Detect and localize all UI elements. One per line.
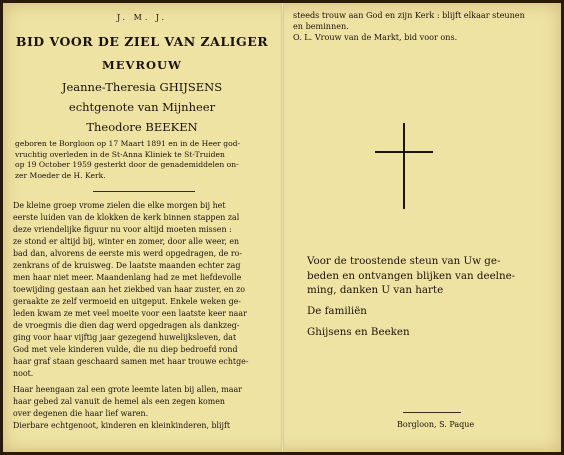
bio-line: geboren te Borgloon op 17 Maart 1891 en in de Heer god-: [15, 139, 241, 148]
body-line: zenkrans of de kruisweg. De laatste maanden echter zag: [13, 261, 241, 270]
thanks-line: Voor de troostende steun van Uw ge-: [307, 255, 501, 267]
spouse-line: echtgenote van Mijnheer: [68, 100, 216, 114]
memorial-card: [3, 3, 561, 452]
body-line: haar gebed zal vanuit de hemel als een zegen komen: [13, 397, 225, 406]
cross-icon-bar: [375, 151, 433, 153]
husband-name: Theodore BEEKEN: [86, 120, 198, 134]
body-line: de vroegmis die dien dag werd opgedragen als dankzeg-: [13, 321, 240, 330]
jmj-header: J. M. J.: [116, 13, 168, 22]
body-line: ging voor haar vijftig jaar gezegend huwelijksleven, dat: [13, 333, 237, 342]
printer-credit: Borgloon, S. Paque: [397, 420, 475, 429]
body-line: De kleine groep vrome zielen die elke morgen bij het: [13, 201, 226, 210]
body-line: toewijding gestaan aan het ziekbed van haar zuster, en zo: [13, 285, 246, 294]
body-line: ze stond er altijd bij, winter en zomer, door alle weer, en: [13, 237, 240, 246]
body-line: geraakte ze zelf vermoeid en uitgeput. Enkele weken ge-: [13, 297, 241, 306]
bio-line: vruchtig overleden in de St-Anna Kliniek te St-Truiden: [15, 149, 225, 159]
body-line: leden kwam ze met veel moeite voor een laatste keer naar: [13, 309, 247, 318]
bio-line: op 19 October 1959 gesterkt door de genademiddelen on-: [15, 160, 239, 170]
center-fold: [281, 3, 284, 452]
separator-rule: [93, 191, 195, 192]
cross-icon: [403, 123, 405, 209]
family-line: De familiën: [307, 305, 367, 317]
thanks-line: ming, danken U van harte: [307, 284, 444, 296]
body-line: eerste luiden van de klokken de kerk binnen stappen zal: [13, 213, 240, 222]
separator-rule: [403, 412, 461, 413]
body-line: bad dan, alvorens de eerste mis werd opgedragen, de ro-: [13, 249, 243, 258]
body-line: Dierbare echtgenoot, kinderen en kleinkinderen, blijft: [13, 421, 231, 430]
family-names: Ghijsens en Beeken: [307, 326, 410, 338]
thanks-line: beden en ontvangen blijken van deelne-: [307, 269, 516, 282]
body-line: God met vele kinderen vulde, die nu diep bedroefd rond: [13, 345, 238, 354]
body-line: noot.: [13, 369, 34, 378]
body-line: deze vriendelijke figuur nu voor altijd moeten missen :: [13, 225, 232, 234]
prayer-invocation: O. L. Vrouw van de Markt, bid voor ons.: [293, 32, 458, 42]
continued-line: steeds trouw aan God en zijn Kerk : blijft elkaar steunen: [293, 10, 525, 20]
mevrouw-heading: MEVROUW: [102, 58, 182, 72]
body-line: Haar heengaan zal een grote leemte laten bij allen, maar: [13, 385, 242, 394]
prayer-title: BID VOOR DE ZIEL VAN ZALIGER: [15, 34, 269, 49]
body-line: haar graf staan geschaard samen met haar trouwe echtge-: [13, 357, 249, 366]
bio-line: zer Moeder de H. Kerk.: [15, 170, 106, 180]
body-line: men haar niet meer. Maandenlang had ze met liefdevolle: [13, 273, 242, 282]
continued-line: en beminnen.: [293, 21, 349, 31]
deceased-name: Jeanne-Theresia GHIJSENS: [61, 80, 223, 94]
body-line: over degenen die haar lief waren.: [13, 409, 149, 418]
